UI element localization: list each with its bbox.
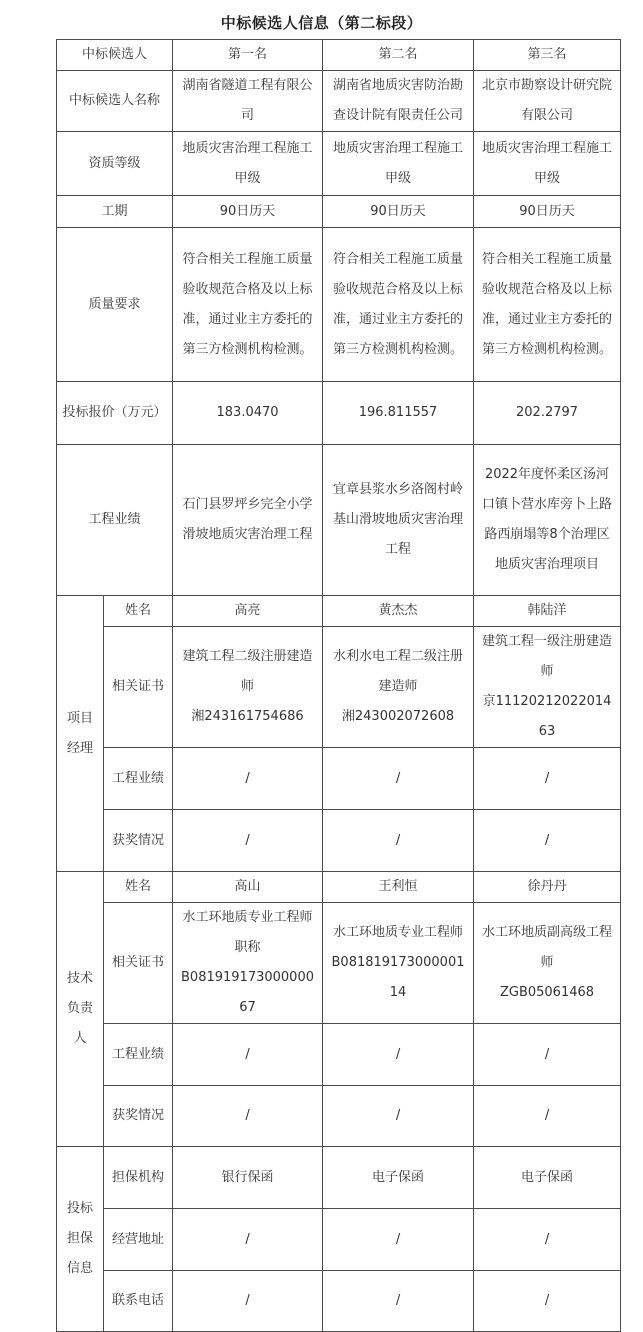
cert-title: 水工环地质副高级工程师 (482, 925, 613, 970)
row-label: 姓名 (104, 872, 173, 903)
period-value: 90日历天 (474, 196, 621, 228)
award-value: / (474, 1086, 621, 1147)
quality-value: 符合相关工程施工质量验收规范合格及以上标准，通过业主方委托的第三方检测机构检测。 (474, 228, 621, 382)
award-value: / (173, 1086, 323, 1147)
person-name: 韩陆洋 (474, 596, 621, 627)
perf-value: / (474, 748, 621, 810)
phone-value: / (474, 1271, 621, 1332)
table-row (57, 445, 621, 596)
table-row (57, 1086, 621, 1147)
address-value: / (173, 1209, 323, 1271)
table-row (57, 627, 621, 748)
guarantee-value: 银行保函 (173, 1147, 323, 1209)
cert-title: 水工环地质专业工程师职称 (182, 910, 313, 955)
candidate-table (56, 39, 621, 1332)
cert-title: 建筑工程二级注册建造师 (182, 649, 313, 694)
row-label: 质量要求 (57, 228, 173, 382)
table-row (57, 196, 621, 228)
cert-title: 水工环地质专业工程师 (333, 925, 464, 940)
person-name: 高亮 (173, 596, 323, 627)
cert-number: B08181917300000114 (331, 955, 465, 1000)
person-name: 黄杰杰 (323, 596, 474, 627)
person-name: 徐丹丹 (474, 872, 621, 903)
perf-value: / (323, 1024, 474, 1086)
address-value: / (474, 1209, 621, 1271)
candidate-name: 北京市勘察设计研究院有限公司 (474, 71, 621, 132)
row-label: 姓名 (104, 596, 173, 627)
perf-value: / (474, 1024, 621, 1086)
address-value: / (323, 1209, 474, 1271)
row-label: 中标候选人名称 (57, 71, 173, 132)
table-row (57, 132, 621, 196)
table-row (57, 1147, 621, 1209)
group-label: 投标担保信息 (57, 1147, 104, 1332)
qualification-value: 地质灾害治理工程施工甲级 (173, 132, 323, 196)
quality-value: 符合相关工程施工质量验收规范合格及以上标准，通过业主方委托的第三方检测机构检测。 (173, 228, 323, 382)
cert-cell (173, 903, 323, 1024)
qualification-value: 地质灾害治理工程施工甲级 (474, 132, 621, 196)
award-value: / (323, 810, 474, 872)
row-label: 经营地址 (104, 1209, 173, 1271)
quality-value: 符合相关工程施工质量验收规范合格及以上标准，通过业主方委托的第三方检测机构检测。 (323, 228, 474, 382)
perf-value: / (323, 748, 474, 810)
cert-number: 湘243002072608 (341, 709, 455, 724)
row-label: 获奖情况 (104, 1086, 173, 1147)
award-value: / (323, 1086, 474, 1147)
cert-cell (323, 627, 474, 748)
cert-title: 水利水电工程二级注册建造师 (333, 649, 464, 694)
cert-title: 建筑工程一级注册建造师 (482, 634, 613, 679)
header-rank-2: 第二名 (323, 40, 474, 71)
row-label: 获奖情况 (104, 810, 173, 872)
phone-value: / (173, 1271, 323, 1332)
header-rank-1: 第一名 (173, 40, 323, 71)
table-row (57, 1024, 621, 1086)
award-value: / (474, 810, 621, 872)
guarantee-value: 电子保函 (474, 1147, 621, 1209)
page-title: 中标候选人信息（第二标段） (220, 14, 423, 32)
row-label: 工程业绩 (104, 748, 173, 810)
table-row (57, 71, 621, 132)
price-value: 196.811557 (323, 382, 474, 445)
table-row (57, 596, 621, 627)
performance-value: 2022年度怀柔区汤河口镇卜营水库旁卜上路路西崩塌等8个治理区地质灾害治理项目 (474, 445, 621, 596)
header-label: 中标候选人 (57, 40, 173, 71)
header-rank-3: 第三名 (474, 40, 621, 71)
table-row (57, 382, 621, 445)
period-value: 90日历天 (173, 196, 323, 228)
cert-cell (323, 903, 474, 1024)
performance-value: 石门县罗坪乡完全小学滑坡地质灾害治理工程 (173, 445, 323, 596)
award-value: / (173, 810, 323, 872)
table-row (57, 228, 621, 382)
person-name: 高山 (173, 872, 323, 903)
cert-cell (474, 903, 621, 1024)
cert-number: 京1112021202201463 (482, 694, 612, 739)
performance-value: 宜章县浆水乡洛阁村岭基山滑坡地质灾害治理工程 (323, 445, 474, 596)
perf-value: / (173, 748, 323, 810)
table-row (57, 872, 621, 903)
table-row (57, 748, 621, 810)
perf-value: / (173, 1024, 323, 1086)
row-label: 担保机构 (104, 1147, 173, 1209)
period-value: 90日历天 (323, 196, 474, 228)
table-row (57, 1209, 621, 1271)
cert-cell (173, 627, 323, 748)
qualification-value: 地质灾害治理工程施工甲级 (323, 132, 474, 196)
price-value: 183.0470 (173, 382, 323, 445)
row-label: 联系电话 (104, 1271, 173, 1332)
row-label: 投标报价（万元） (57, 382, 173, 445)
phone-value: / (323, 1271, 474, 1332)
candidate-name: 湖南省地质灾害防治勘查设计院有限责任公司 (323, 71, 474, 132)
row-label: 相关证书 (104, 627, 173, 748)
row-label: 相关证书 (104, 903, 173, 1024)
table-row (57, 1271, 621, 1332)
table-row (57, 810, 621, 872)
cert-number: 湘243161754686 (191, 709, 304, 724)
candidate-name: 湖南省隧道工程有限公司 (173, 71, 323, 132)
group-label: 项目经理 (57, 596, 104, 872)
row-label: 工程业绩 (57, 445, 173, 596)
price-value: 202.2797 (474, 382, 621, 445)
row-label: 资质等级 (57, 132, 173, 196)
person-name: 王利恒 (323, 872, 474, 903)
table-row (57, 903, 621, 1024)
header-row (57, 40, 621, 71)
cert-number: B08191917300000067 (181, 970, 314, 1015)
row-label: 工程业绩 (104, 1024, 173, 1086)
cert-cell (474, 627, 621, 748)
cert-number: ZGB05061468 (499, 985, 595, 1000)
guarantee-value: 电子保函 (323, 1147, 474, 1209)
row-label: 工期 (57, 196, 173, 228)
group-label: 技术负责人 (57, 872, 104, 1147)
